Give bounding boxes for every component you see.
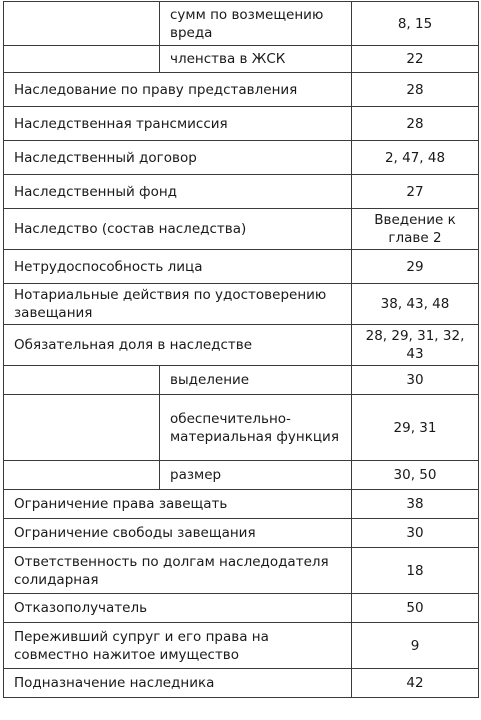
subentry-row bbox=[4, 2, 479, 46]
indent-cell bbox=[4, 395, 160, 461]
entry-term: Переживший супруг и его права на совместно нажитое имущество bbox=[4, 623, 352, 669]
reference-numbers: 38 bbox=[352, 490, 479, 519]
reference-numbers: 50 bbox=[352, 594, 479, 623]
reference-numbers: 42 bbox=[352, 669, 479, 698]
subentry-row bbox=[4, 395, 479, 461]
reference-numbers: 27 bbox=[352, 175, 479, 209]
reference-numbers: 30 bbox=[352, 519, 479, 548]
indent-cell bbox=[4, 46, 160, 73]
entry-term: Наследственный фонд bbox=[4, 175, 352, 209]
index-table bbox=[3, 1, 479, 698]
reference-numbers: 28 bbox=[352, 107, 479, 141]
entry-term: Наследование по праву представления bbox=[4, 73, 352, 107]
subentry-row bbox=[4, 366, 479, 395]
subentry-term: членства в ЖСК bbox=[160, 46, 352, 73]
reference-numbers: 30, 50 bbox=[352, 461, 479, 490]
entry-row bbox=[4, 519, 479, 548]
subentry-row bbox=[4, 461, 479, 490]
reference-numbers: 28, 29, 31, 32, 43 bbox=[352, 325, 479, 366]
subentry-row bbox=[4, 46, 479, 73]
entry-term: Обязательная доля в наследстве bbox=[4, 325, 352, 366]
subentry-term: выделение bbox=[160, 366, 352, 395]
indent-cell bbox=[4, 366, 160, 395]
entry-term: Ответственность по долгам наследодателя солидарная bbox=[4, 548, 352, 594]
reference-numbers: 8, 15 bbox=[352, 2, 479, 46]
reference-numbers: 18 bbox=[352, 548, 479, 594]
entry-term: Нотариальные действия по удостоверению завещания bbox=[4, 284, 352, 325]
entry-term: Ограничение права завещать bbox=[4, 490, 352, 519]
reference-numbers: 2, 47, 48 bbox=[352, 141, 479, 175]
subentry-term: обеспечительно-материальная функция bbox=[160, 395, 352, 461]
reference-numbers: 29 bbox=[352, 250, 479, 284]
reference-numbers: 22 bbox=[352, 46, 479, 73]
entry-term: Наследственная трансмиссия bbox=[4, 107, 352, 141]
index-table-body bbox=[4, 2, 479, 698]
entry-row bbox=[4, 250, 479, 284]
entry-term: Ограничение свободы завещания bbox=[4, 519, 352, 548]
subentry-term: размер bbox=[160, 461, 352, 490]
entry-row bbox=[4, 623, 479, 669]
entry-row bbox=[4, 73, 479, 107]
reference-numbers: 9 bbox=[352, 623, 479, 669]
subentry-term: сумм по возмещению вреда bbox=[160, 2, 352, 46]
entry-term: Нетрудоспособность лица bbox=[4, 250, 352, 284]
entry-term: Подназначение наследника bbox=[4, 669, 352, 698]
reference-numbers: 30 bbox=[352, 366, 479, 395]
reference-numbers: 38, 43, 48 bbox=[352, 284, 479, 325]
entry-row bbox=[4, 669, 479, 698]
entry-row bbox=[4, 141, 479, 175]
indent-cell bbox=[4, 461, 160, 490]
entry-row bbox=[4, 284, 479, 325]
entry-row bbox=[4, 107, 479, 141]
entry-row bbox=[4, 594, 479, 623]
entry-term: Отказополучатель bbox=[4, 594, 352, 623]
reference-numbers: 29, 31 bbox=[352, 395, 479, 461]
entry-row bbox=[4, 548, 479, 594]
entry-term: Наследство (состав наследства) bbox=[4, 209, 352, 250]
reference-numbers: Введение к главе 2 bbox=[352, 209, 479, 250]
entry-row bbox=[4, 490, 479, 519]
indent-cell bbox=[4, 2, 160, 46]
entry-term: Наследственный договор bbox=[4, 141, 352, 175]
entry-row bbox=[4, 175, 479, 209]
entry-row bbox=[4, 325, 479, 366]
reference-numbers: 28 bbox=[352, 73, 479, 107]
entry-row bbox=[4, 209, 479, 250]
